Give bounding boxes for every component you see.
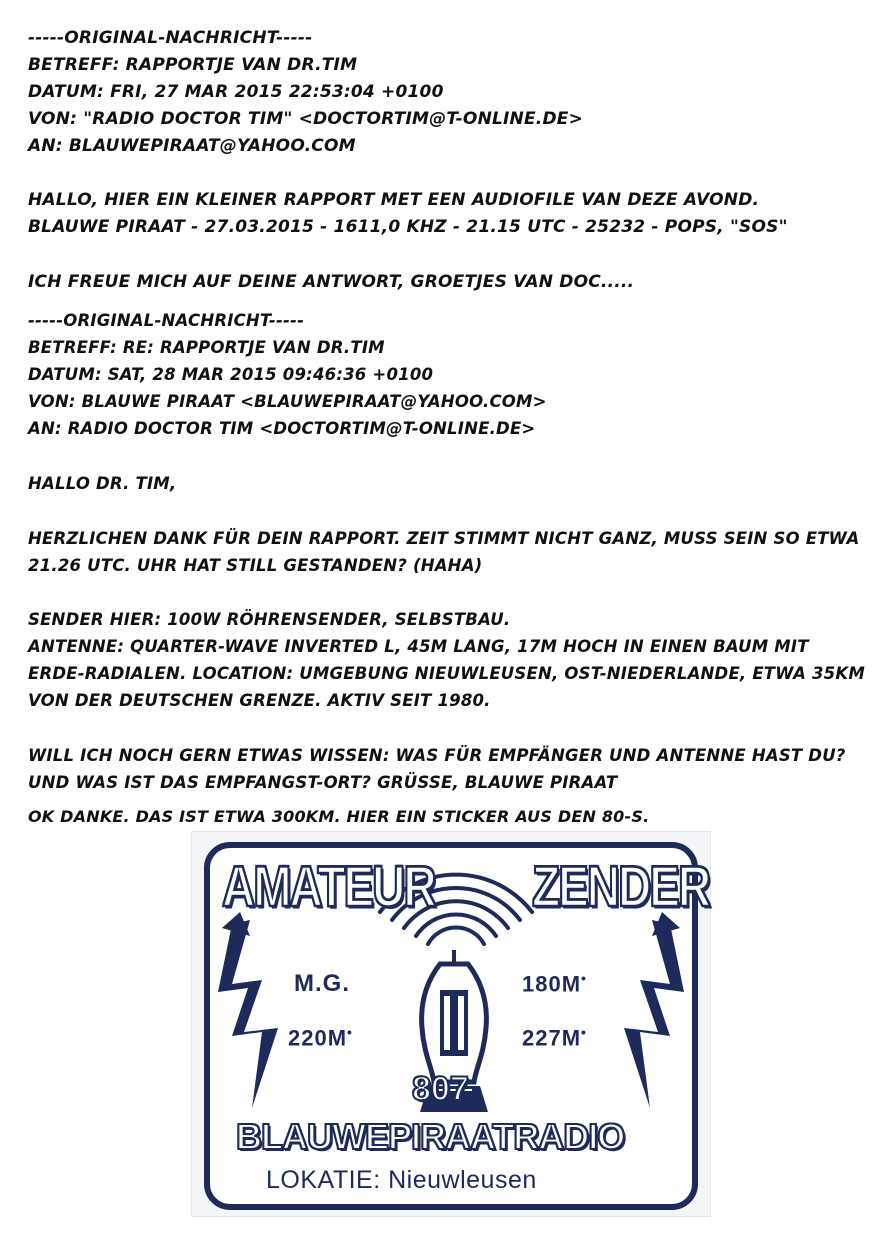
email2-para3-line1: WILL ICH NOCH GERN ETWAS WISSEN: WAS FÜR EMPFÄNGER UND ANTENNE HAST DU? bbox=[28, 746, 846, 765]
email2-para2-line3: ERDE-RADIALEN. LOCATION: UMGEBUNG NIEUWLEUSEN, OST-NIEDERLANDE, ETWA 35KM bbox=[28, 664, 865, 683]
lightning-bolt-left bbox=[218, 920, 278, 1108]
email2-date: DATUM: SAT, 28 MAR 2015 09:46:36 +0100 bbox=[28, 365, 434, 384]
sticker-freq-180-value: 180M bbox=[522, 971, 582, 997]
sticker-freq-220-value: 220M bbox=[288, 1025, 348, 1051]
email2-greeting: HALLO DR. TIM, bbox=[28, 474, 177, 493]
email2-to: AN: RADIO DOCTOR TIM <DOCTORTIM@T-ONLINE.DE> bbox=[28, 419, 536, 438]
email1-closing: ICH FREUE MICH AUF DEINE ANTWORT, GROETJES VAN DOC..... bbox=[28, 272, 635, 292]
sticker-mg: M.G. bbox=[294, 970, 350, 997]
email2-para2-line4: VON DER DEUTSCHEN GRENZE. AKTIV SEIT 1980. bbox=[28, 691, 491, 710]
email2-para2-line2: ANTENNE: QUARTER-WAVE INVERTED L, 45M LANG, 17M HOCH IN EINEN BAUM MIT bbox=[28, 637, 809, 656]
sticker-station-name: BLAUWEPIRAATRADIO bbox=[236, 1116, 625, 1157]
sticker-freq-220: 220M• bbox=[288, 1024, 353, 1051]
sticker-freq-180: 180M• bbox=[522, 970, 587, 997]
email1-date: DATUM: FRI, 27 MAR 2015 22:53:04 +0100 bbox=[28, 82, 444, 102]
sticker-freq-227-value: 227M bbox=[522, 1025, 582, 1051]
email2-separator: -----ORIGINAL-NACHRICHT----- bbox=[28, 311, 305, 330]
sticker-freq-227: 227M• bbox=[522, 1024, 587, 1051]
email2-para1-line1: HERZLICHEN DANK FÜR DEIN RAPPORT. ZEIT STIMMT NICHT GANZ, MUSS SEIN SO ETWA bbox=[28, 529, 860, 548]
reply-line: OK DANKE. DAS IST ETWA 300KM. HIER EIN STICKER AUS DEN 80-S. bbox=[28, 807, 650, 826]
email1-to: AN: BLAUWEPIRAAT@YAHOO.COM bbox=[28, 136, 356, 156]
email1-from: VON: "RADIO DOCTOR TIM" <DOCTORTIM@T-ONLINE.DE> bbox=[28, 109, 584, 129]
email1-separator: -----ORIGINAL-NACHRICHT----- bbox=[28, 28, 313, 48]
email2-para2-line1: SENDER HIER: 100W RÖHRENSENDER, SELBSTBAU. bbox=[28, 610, 511, 629]
sticker-tube-label: 807 bbox=[412, 1070, 469, 1108]
sticker-location: LOKATIE: Nieuwleusen bbox=[266, 1166, 537, 1194]
email2-para3-line2: UND WAS IST DAS EMPFANGST-ORT? GRÜSSE, BLAUWE PIRAAT bbox=[28, 773, 618, 792]
email2-para1-line2: 21.26 UTC. UHR HAT STILL GESTANDEN? (HAHA) bbox=[28, 556, 483, 575]
sticker-image bbox=[192, 832, 710, 1216]
lightning-bolt-right bbox=[624, 920, 684, 1108]
email1-subject: BETREFF: RAPPORTJE VAN DR.TIM bbox=[28, 55, 358, 75]
email1-body-line1: HALLO, HIER EIN KLEINER RAPPORT MET EEN AUDIOFILE VAN DEZE AVOND. bbox=[28, 190, 760, 210]
sticker-word-amateur: AMATEUR bbox=[222, 853, 435, 919]
email2-subject: BETREFF: RE: RAPPORTJE VAN DR.TIM bbox=[28, 338, 385, 357]
email1-body-line2: BLAUWE PIRAAT - 27.03.2015 - 1611,0 KHZ - 21.15 UTC - 25232 - POPS, "SOS" bbox=[28, 217, 788, 237]
sticker-word-zender: ZENDER bbox=[532, 853, 710, 919]
email2-from: VON: BLAUWE PIRAAT <BLAUWEPIRAAT@YAHOO.COM> bbox=[28, 392, 547, 411]
